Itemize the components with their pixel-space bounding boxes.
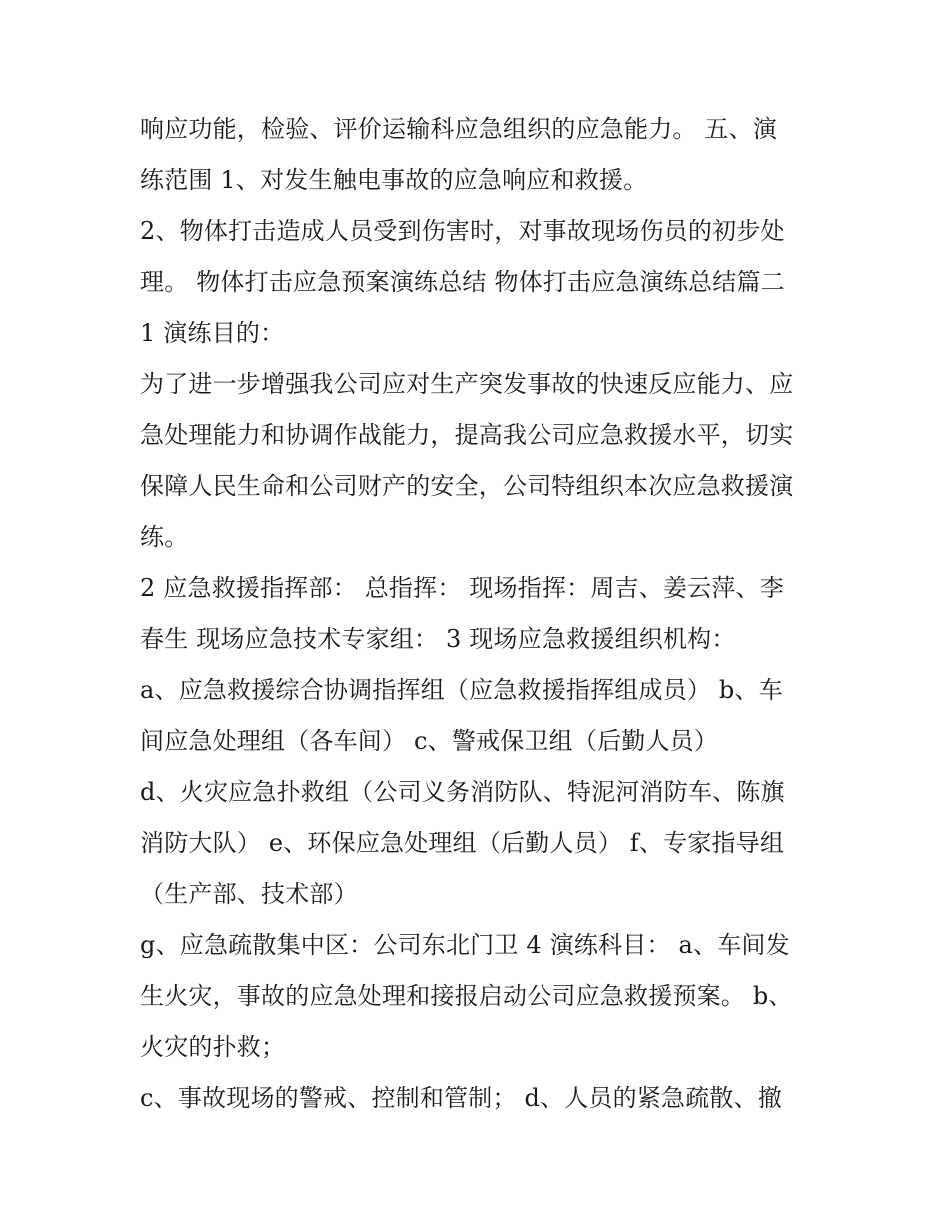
text-line: 为了进一步增强我公司应对生产突发事故的快速反应能力、应 [140, 370, 794, 398]
text-line: 消防大队） e、环保应急处理组（后勤人员） f、专家指导组 [140, 829, 785, 857]
text-line: 2、物体打击造成人员受到伤害时，对事故现场伤员的初步处 [140, 217, 785, 245]
text-line: 急处理能力和协调作战能力，提高我公司应急救援水平，切实 [140, 421, 794, 449]
text-line: c、事故现场的警戒、控制和管制； d、人员的紧急疏散、撤 [140, 1084, 783, 1112]
document-body [140, 104, 820, 1124]
text-line: 2 应急救援指挥部： 总指挥： 现场指挥：周吉、姜云萍、李 [140, 574, 784, 602]
text-line: a、应急救援综合协调指挥组（应急救援指挥组成员） b、车 [140, 676, 783, 704]
text-line: 火灾的扑救； [140, 1033, 286, 1061]
text-line: 练。 [140, 523, 189, 551]
text-line: 理。 物体打击应急预案演练总结 物体打击应急演练总结篇二 [140, 268, 785, 296]
text-line: 响应功能，检验、评价运输科应急组织的应急能力。 五、演 [140, 115, 778, 143]
text-line: 1 演练目的： [140, 319, 285, 347]
text-line: （生产部、技术部） [140, 880, 358, 908]
text-line: 间应急处理组（各车间） c、警戒保卫组（后勤人员） [140, 727, 719, 755]
text-line: 春生 现场应急技术专家组： 3 现场应急救援组织机构： [140, 625, 736, 653]
text-line: 练范围 1、对发生触电事故的应急响应和救援。 [140, 166, 648, 194]
text-line: 生火灾，事故的应急处理和接报启动公司应急救援预案。 b、 [140, 982, 793, 1010]
text-line: d、火灾应急扑救组（公司义务消防队、特泥河消防车、陈旗 [140, 778, 785, 806]
text-line: g、应急疏散集中区：公司东北门卫 4 演练科目： a、车间发 [140, 931, 790, 959]
text-line: 保障人民生命和公司财产的安全，公司特组织本次应急救援演 [140, 472, 794, 500]
